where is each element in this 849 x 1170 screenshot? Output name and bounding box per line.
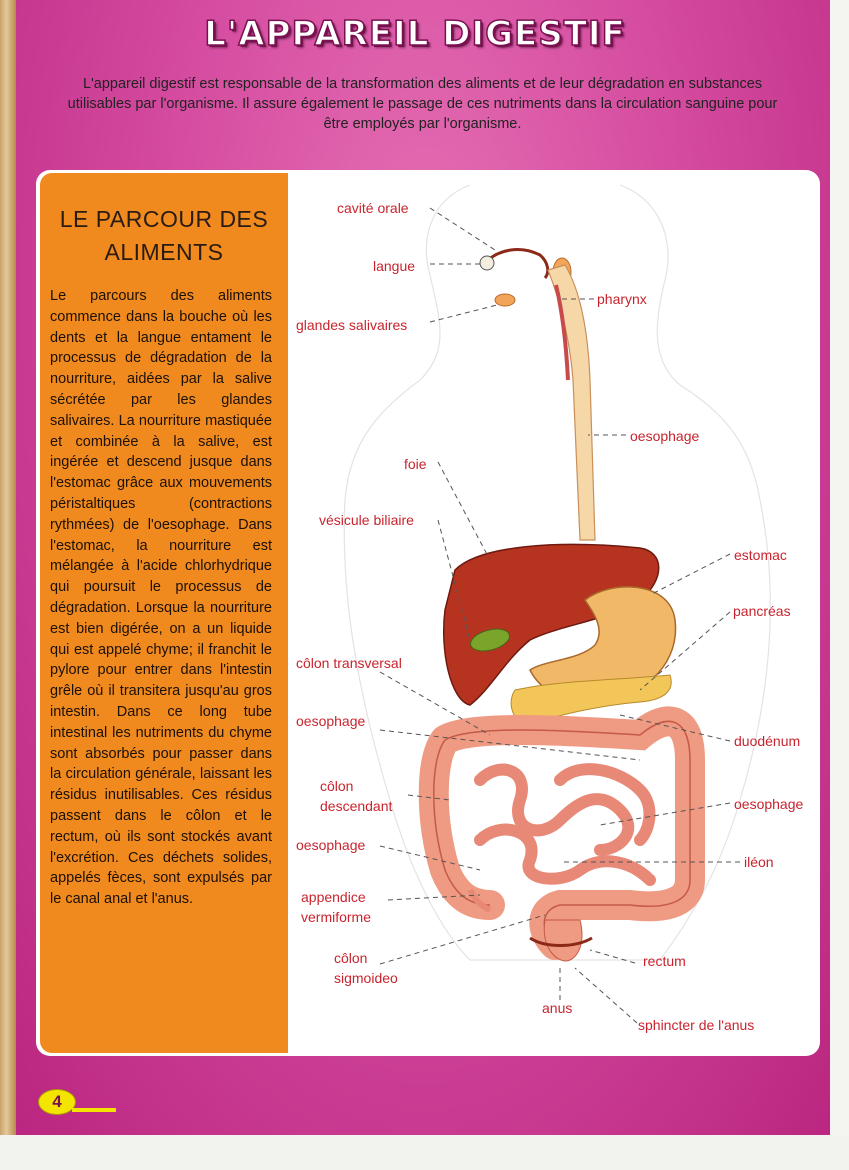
sidebar-body-text: Le parcours des aliments commence dans la bouche où les dents et la langue entament le processus de dégradation de la nourriture, aidées par la salive sécrétée par les glandes salivaires. La nourriture mastiquée et combinée à la salive, est ingérée et descend jusque dans l'estomac grâce aux mouvements péristaltiques (contractions rythmées) de l'oesophage. Dans l'estomac, la nourriture est mélangée à l'acide chlorhydrique qui poursuit le processus de dégradation. Lorsque la nourriture est bien digérée, on a un liquide qui est appelé chyme; il franchit le pylore pour entrer dans l'intestin grêle où il transitera jusqu'au gros intestin. Dans ce long tube intestinal les nutriments du chyme sont absorbés pour passer dans la circulation générale, laissant les résidus inutilisables. Ces résidus passent dans le côlon et le rectum, où ils sont stockés avant l'excrétion. Ces déchets solides, appelés fèces, sont expulsés par le canal anal et l'anus. [50,288,272,908]
label-appendice-1: appendice [301,889,366,905]
label-colon-descendant-2: descendant [320,798,393,814]
label-colon-sigmoideo-2: sigmoideo [334,970,398,986]
label-foie: foie [404,456,427,472]
label-colon-sigmoideo-1: côlon [334,950,368,966]
page-number-underline [72,1108,116,1112]
label-oesophage-top: oesophage [630,428,700,444]
page-edge-right [830,0,849,1170]
sidebar-title-line1: LE PARCOUR DES [59,206,269,232]
label-appendice-2: vermiforme [301,909,372,925]
page-number-badge: 4 [38,1089,76,1115]
label-estomac: estomac [734,547,787,563]
page-title: L'APPAREIL DIGESTIF [204,14,626,54]
label-oesophage-right: oesophage [734,796,804,812]
label-sphincter: sphincter de l'anus [638,1017,755,1033]
label-colon-transversal: côlon transversal [296,655,402,671]
label-glandes-salivaires: glandes salivaires [296,317,408,333]
label-vesicule-biliaire: vésicule biliaire [319,512,414,528]
label-langue: langue [373,258,416,274]
sidebar-title-line2: ALIMENTS [104,239,224,265]
page-edge-bottom [0,1135,849,1170]
label-ileon: iléon [744,854,774,870]
label-oesophage-left1: oesophage [296,713,366,729]
label-colon-descendant-1: côlon [320,778,354,794]
book-spine [0,0,16,1170]
label-pharynx: pharynx [597,291,647,307]
intro-paragraph: L'appareil digestif est responsable de la transformation des aliments et de leur dégradation en substances utilisables par l'organisme. Il assure également le passage de ces nutriments dans la circulation sanguine pour être employés par l'organisme. [67,76,778,132]
label-duodenum: duodénum [734,733,801,749]
label-oesophage-left2: oesophage [296,837,366,853]
label-rectum: rectum [643,953,686,969]
label-cavite-orale: cavité orale [337,200,409,216]
label-pancreas: pancréas [733,603,791,619]
label-anus: anus [542,1000,573,1016]
sidebar-title [40,203,288,269]
